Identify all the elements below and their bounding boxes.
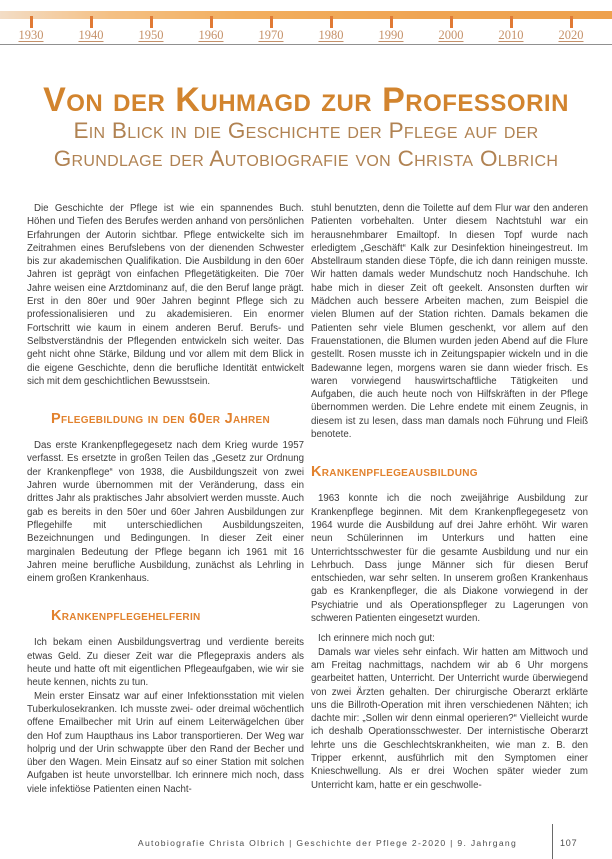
timeline-tick bbox=[390, 16, 393, 28]
timeline-year-label: 1980 bbox=[318, 28, 344, 42]
body-paragraph: Damals war vieles sehr einfach. Wir hatten am Mittwoch und am Freitag nachmittags, nachdem wir ab 6 Uhr morgens gearbeitet hatten, Unterricht. Der Unterricht wurde überwiegend von zwei Ärzten gehalten. Der chirurgische Oberarzt erklärte uns die Billroth-Operation mit ihren verschiedenen Nähten; ich dachte mir: „Sollen wir denn einmal operieren?“ Vielleicht wurde ich deshalb Operationsschwester. Der internistische Oberarzt lehrte uns die Geschlechtskrankheiten, wie man z. B. den Tripper erkennt, ausführlich mit den Symptomen einer Knieschwellung. Als er drei Wochen später wieder zum Unterricht kam, hatte er ein geschwolle- bbox=[311, 646, 588, 791]
body-paragraph: Ich erinnere mich noch gut: bbox=[318, 633, 435, 645]
timeline-year-label: 1970 bbox=[258, 28, 284, 42]
footer-divider bbox=[552, 824, 553, 859]
timeline-year-label: 1930 bbox=[18, 28, 44, 42]
page-subtitle-line2: Grundlage der Autobiografie von Christa Olbrich bbox=[53, 146, 559, 171]
timeline-year-label: 2020 bbox=[558, 28, 584, 42]
page-number: 107 bbox=[560, 838, 578, 848]
timeline-year-label: 2010 bbox=[498, 28, 524, 42]
timeline-year-label: 1960 bbox=[198, 28, 224, 42]
timeline-tick bbox=[90, 16, 93, 28]
body-paragraph: Ich bekam einen Ausbildungsvertrag und verdiente bereits etwas Geld. Zu dieser Zeit war die Pflegepraxis anders als heute und hatte oft mit eigentlichen Pflegeaufgaben, wie wir sie heute kennen, nichts zu tun. bbox=[27, 637, 304, 689]
page-subtitle bbox=[0, 117, 612, 173]
body-paragraph: Das erste Krankenpflegegesetz nach dem Krieg wurde 1957 verfasst. Es ersetzte in großen Teilen das „Gesetz zur Ordnung der Krankenpflege“ von 1938, die Ausbildungszeit von zwei Jahren wurde übernommen mit der Veränderung, dass ein drittes Jahr als praktisches Jahr absolviert werden musste. Auch gab es bereits in den 50er und 60er Jahren Ausbildungen zur Pflegehilfe mit unterschiedlichen Ausbildungszeiten, Bezeichnungen und Bedingungen. In dieser Zeit einer marginalen Bedeutung der Pflege begann ich 1961 mit 16 Jahren meine berufliche Ausbildung, zunächst als Lehrling in einem großen Krankenhaus. bbox=[27, 440, 304, 585]
timeline-tick bbox=[210, 16, 213, 28]
timeline-tick bbox=[330, 16, 333, 28]
page-subtitle-line1: Ein Blick in die Geschichte der Pflege auf der bbox=[73, 118, 539, 143]
timeline-rule bbox=[0, 44, 612, 45]
timeline-tick bbox=[450, 16, 453, 28]
body-paragraph: Mein erster Einsatz war auf einer Infektionsstation mit vielen Tuberkulosekranken. Ich musste zwei- oder dreimal wöchentlich offene Emailbecher mit Urin auf einem Leiterwägelchen über den Hof zum Haupthaus ins Labor transportieren. Der Weg war holprig und der Urin schwappte über den Rand der Becher und über den Wagen. Mein Einsatz auf so einer Station mit solchen Aufgaben ist heute unvorstellbar. Ich erinnere mich noch, dass viele infektiöse Patienten einen Nacht- bbox=[27, 690, 304, 795]
timeline-tick bbox=[150, 16, 153, 28]
timeline-year-label: 1940 bbox=[78, 28, 104, 42]
timeline-tick bbox=[270, 16, 273, 28]
footer-text: Autobiografie Christa Olbrich | Geschichte der Pflege 2-2020 | 9. Jahrgang bbox=[137, 838, 518, 848]
right-column bbox=[311, 202, 588, 796]
timeline-year-label: 2000 bbox=[438, 28, 464, 42]
timeline-tick bbox=[30, 16, 33, 28]
section-heading: Krankenpflegehelferin bbox=[51, 608, 201, 625]
timeline-year-label: 1990 bbox=[378, 28, 404, 42]
body-paragraph: Die Geschichte der Pflege ist wie ein spannendes Buch. Höhen und Tiefen des Berufes werden anhand von persönlichen Erfahrungen der Autorin sichtbar. Pflege entwickelte sich im Zeitrahmen eines Berufslebens von der dienenden Schwester bis zur akademischen Qualifikation. Die Ausbildung in den 60er Jahren ist geprägt von einfachen Pflegetätigkeiten. Die 70er Jahre weisen eine Arztdominanz auf, die den Beruf lange prägt. Erst in den 80er und 90er Jahren beginnt Pflege sich zu professionalisieren und zu akademisieren. Ein enormer Fortschritt wie kaum in einem anderen Beruf. Berufs- und Selbstverständnis der Pflegenden entwickeln sich weiter. Das geht nicht ohne Stärke, Bildung und vor allem mit dem Blick in die eigene Geschichte, denn die berufliche Identität entwickelt sich mit dem geschichtlichen Bewusstsein. bbox=[27, 203, 304, 387]
section-heading: Pflegebildung in den 60er Jahren bbox=[51, 411, 271, 428]
timeline-tick bbox=[510, 16, 513, 28]
section-heading: Krankenpflegeausbildung bbox=[311, 464, 478, 481]
article-body bbox=[27, 202, 588, 796]
left-column bbox=[27, 202, 304, 796]
body-paragraph: 1963 konnte ich die noch zweijährige Ausbildung zur Krankenpflege beginnen. Mit dem Krankenpflegegesetz von 1964 wurde die Ausbildung auf drei Jahre erhöht. Wir waren neun Schülerinnen im Unterkurs und hatten eine Unterrichtsschwester für die gesamte Ausbildung und nur ein Lehrbuch. Dass junge Männer sich für diesen Beruf entschieden, war sehr selten. In unserem großen Krankenhaus gab es Krankenpfleger, die als Diakone vorwiegend in der Psychiatrie und als Operationspfleger zu Lagerungen von schweren Patienten eingesetzt wurden. bbox=[311, 493, 588, 625]
timeline bbox=[0, 0, 612, 46]
timeline-year-label: 1950 bbox=[138, 28, 164, 42]
timeline-tick bbox=[570, 16, 573, 28]
body-paragraph: stuhl benutzten, denn die Toilette auf dem Flur war den anderen Patienten vorbehalten. Unter diesem Nachtstuhl war ein herausnehmbarer Emailtopf. In diesen Topf wurde nach erledigtem „Geschäft“ Kalk zur Desinfektion hineingestreut. Im Abstellraum standen diese Töpfe, die ich dann reinigen musste. Wir hatten damals weder Mundschutz noch Handschuhe. Ich habe mich in dieser Zeit oft geekelt. Ansonsten durften wir Mädchen auch bessere Arbeiten machen, zum Beispiel die vielen Blumen auf der Station richten. Damals bekamen die Patienten sehr viele Blumen geschenkt, vor allem auf den Frauenstationen, die Blumen wurden jeden Abend auf die Flure gestellt. Rosen musste ich in Zeitungspapier wickeln und in die Badewanne legen, morgens waren sie dann wieder frisch. Es waren vorwiegend hauswirtschaftliche Tätigkeiten und Aufgaben, die auch heute noch von Hilfskräften in der Pflege übernommen werden. Die Lehre endete mit einem Zeugnis, in diesem ist zu lesen, dass man damals noch Führung und Fleiß benotete. bbox=[311, 203, 588, 441]
page-title: Von der Kuhmagd zur Professorin bbox=[43, 81, 569, 119]
